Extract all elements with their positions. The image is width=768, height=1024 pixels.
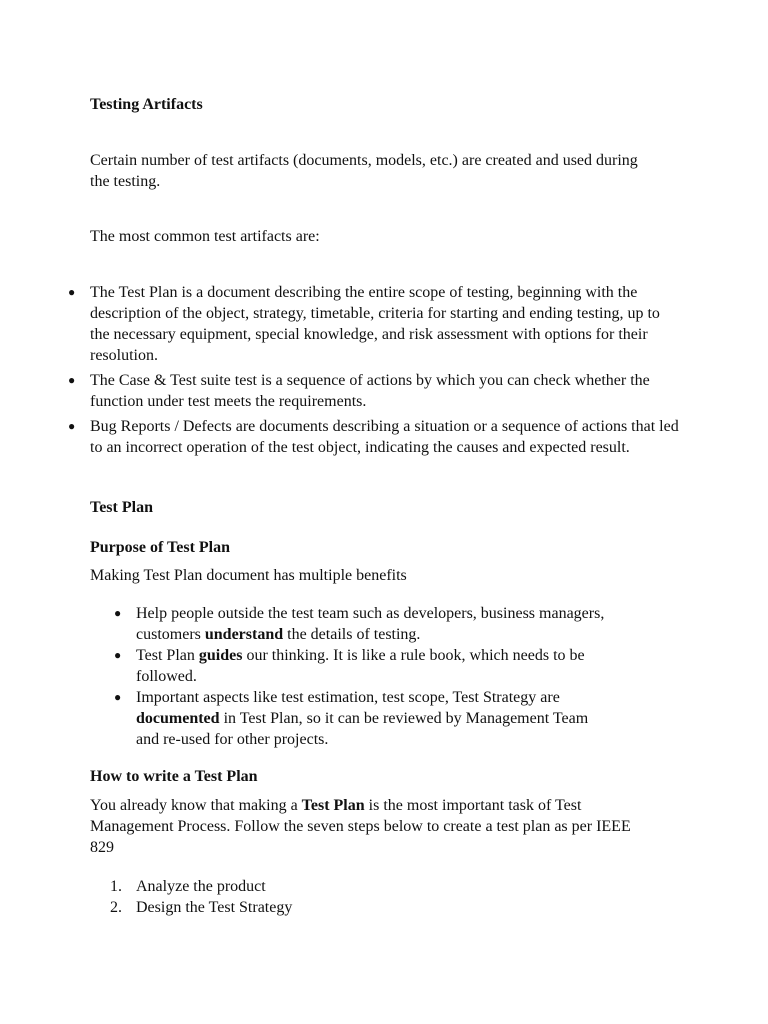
- how-to-text-pre: You already know that making a: [90, 797, 302, 814]
- section-heading-how-to: How to write a Test Plan: [90, 768, 258, 785]
- bullet-icon: ●: [114, 648, 122, 662]
- how-to-paragraph: [90, 795, 650, 858]
- list-item-text: The Case & Test suite test is a sequence of actions by which you can check whether the function under test meets the requirements.: [90, 372, 650, 410]
- benefit-text-bold: guides: [198, 647, 243, 664]
- list-item: [114, 603, 641, 645]
- list-item: [68, 370, 680, 412]
- bullet-icon: ●: [68, 285, 76, 299]
- list-item-text: The Test Plan is a document describing the entire scope of testing, beginning with the description of the object, strategy, timetable, criteria for starting and ending testing, up to the necessary equipment, special knowledge, and risk assessment with options for their resolution.: [90, 284, 660, 364]
- benefit-text-pre: Test Plan: [136, 647, 199, 664]
- intro-paragraph: Certain number of test artifacts (documents, models, etc.) are created and used during the testing.: [90, 152, 638, 190]
- benefit-text-post: our thinking. It is like a rule book, which needs to be followed.: [136, 647, 585, 685]
- bullet-icon: ●: [114, 606, 122, 620]
- list-item: [114, 645, 641, 687]
- benefit-text-bold: documented: [136, 710, 220, 727]
- section-heading-test-plan: Test Plan: [90, 499, 153, 516]
- bullet-icon: ●: [114, 690, 122, 704]
- benefits-list: [114, 603, 641, 750]
- steps-list: [90, 876, 590, 918]
- common-artifacts-label: The most common test artifacts are:: [90, 228, 320, 245]
- step-number: 2.: [110, 899, 122, 916]
- list-item: [114, 687, 606, 750]
- page-title: Testing Artifacts: [90, 96, 203, 113]
- list-item: [68, 282, 680, 366]
- how-to-text-bold: Test Plan: [301, 797, 365, 814]
- benefit-text-bold: understand: [204, 626, 284, 643]
- artifacts-list: [68, 282, 680, 462]
- list-item: [68, 416, 680, 458]
- step-number: 1.: [110, 878, 122, 895]
- benefit-text-post: in Test Plan, so it can be reviewed by Management Team and re-used for other projects.: [136, 710, 589, 748]
- list-item-text: Bug Reports / Defects are documents describing a situation or a sequence of actions that led to an incorrect operation of the test object, indicating the causes and expected result.: [90, 418, 679, 456]
- list-item: [90, 876, 590, 897]
- benefit-text-pre: Important aspects like test estimation, test scope, Test Strategy are: [136, 689, 560, 706]
- step-text: Design the Test Strategy: [136, 899, 293, 916]
- benefit-text-pre: Help people outside the test team such as developers, business managers, customers: [136, 605, 605, 643]
- bullet-icon: ●: [68, 419, 76, 433]
- step-text: Analyze the product: [136, 878, 266, 895]
- bullet-icon: ●: [68, 373, 76, 387]
- section-heading-purpose: Purpose of Test Plan: [90, 539, 231, 556]
- purpose-intro: Making Test Plan document has multiple benefits: [90, 567, 407, 584]
- benefit-text-post: the details of testing.: [283, 626, 421, 643]
- list-item: [90, 897, 590, 918]
- how-to-text-post: is the most important task of Test Management Process. Follow the seven steps below to create a test plan as per IEEE 829: [90, 797, 631, 856]
